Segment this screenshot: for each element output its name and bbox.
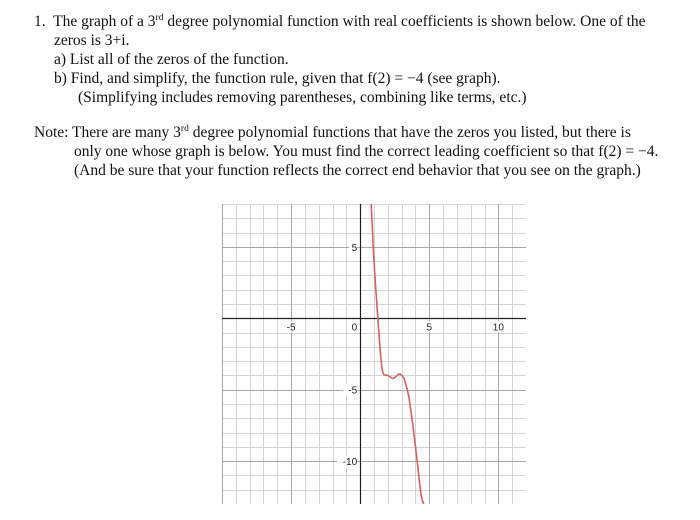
part-b-note: (Simplifying includes removing parentheses, combining like terms, etc.) bbox=[78, 89, 527, 106]
y-tick-label-5: 5 bbox=[351, 242, 358, 254]
x-tick-label-5: 5 bbox=[426, 322, 433, 334]
x-tick-label-0: 0 bbox=[351, 322, 358, 334]
part-b: b) Find, and simplify, the function rule, given that f(2) = −4 (see graph). bbox=[54, 70, 501, 87]
y-tick-label-neg10: -10 bbox=[342, 457, 358, 469]
problem-intro-line-1 bbox=[34, 13, 646, 31]
y-tick-label-neg5: -5 bbox=[348, 385, 358, 397]
note-text: Note: There are many 3 bbox=[34, 124, 181, 141]
note-superscript: rd bbox=[180, 124, 189, 134]
part-a: a) List all of the zeros of the function. bbox=[54, 51, 289, 68]
note-line-1 bbox=[34, 124, 631, 142]
problem-intro-superscript: rd bbox=[155, 13, 164, 23]
note-line-2: only one whose graph is below. You must find the correct leading coefficient so that f(2) = −4. bbox=[74, 143, 659, 160]
x-tick-label-neg5: -5 bbox=[286, 322, 296, 334]
note-line-3: (And be sure that your function reflects the correct end behavior that you see on the graph.) bbox=[74, 162, 641, 179]
problem-intro-text-continued: degree polynomial function with real coefficients is shown below. One of the bbox=[163, 13, 646, 30]
x-tick-label-10: 10 bbox=[492, 322, 504, 334]
problem-intro-line-2: zeros is 3+i. bbox=[54, 32, 130, 49]
polynomial-graph bbox=[222, 204, 526, 504]
problem-intro-text: The graph of a 3 bbox=[53, 13, 156, 30]
problem-number: 1. bbox=[34, 13, 46, 30]
note-text-continued: degree polynomial functions that have the zeros you listed, but there is bbox=[188, 124, 631, 141]
